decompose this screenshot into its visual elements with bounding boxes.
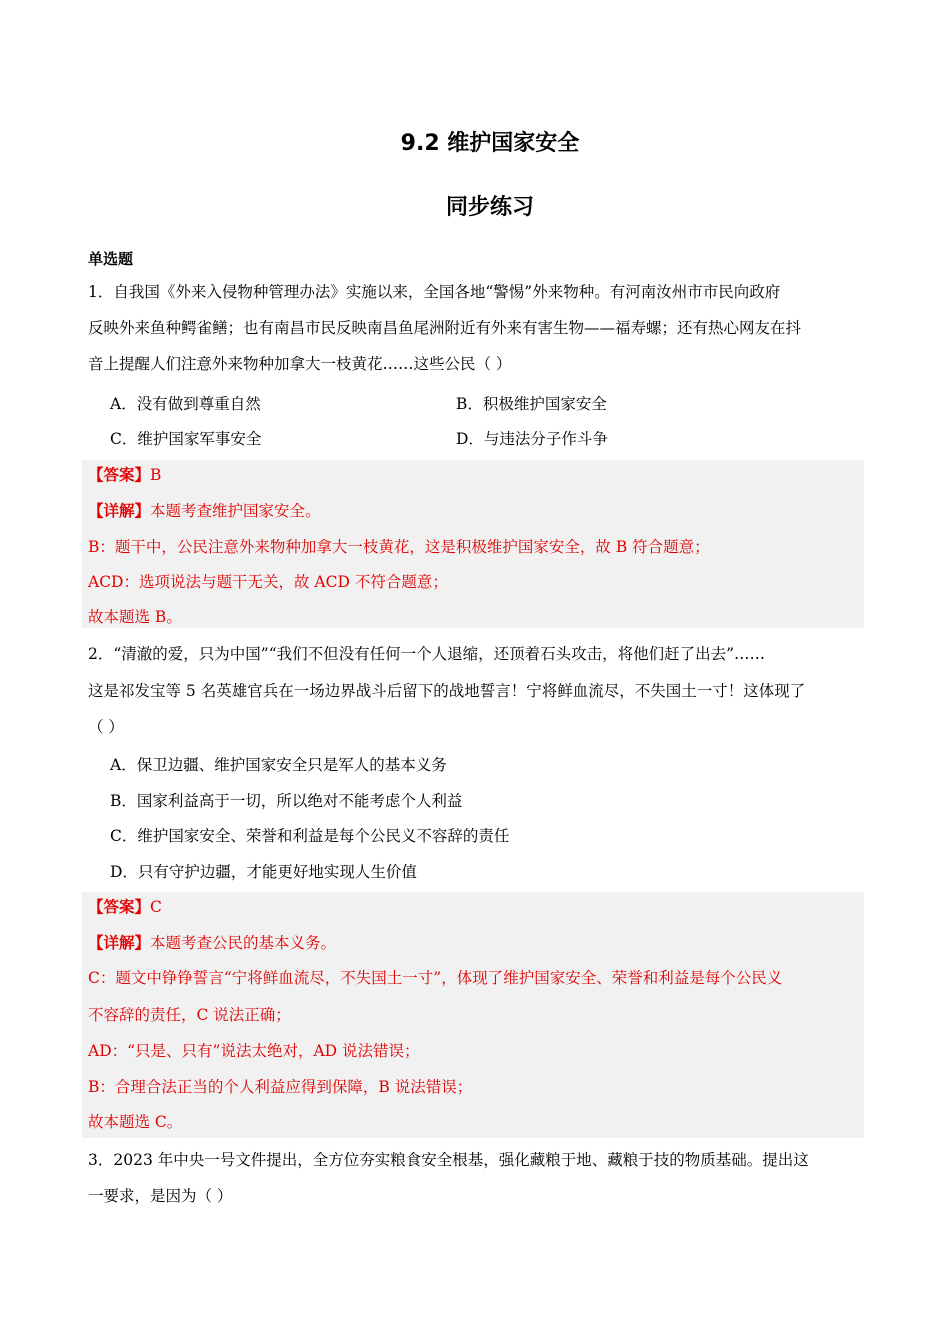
q2-detail-tag: 【详解】 [88, 933, 151, 952]
q1-detail-tag: 【详解】 [88, 501, 151, 520]
q1-detail-text: 本题考查维护国家安全。 [150, 502, 321, 520]
document-title: 9.2 维护国家安全 [400, 131, 580, 156]
q2-explain-line-4: B：合理合法正当的个人利益应得到保障，B 说法错误； [88, 1078, 473, 1096]
q3-stem-line-1: 3．2023 年中央一号文件提出，全方位夯实粮食安全根基，强化藏粮于地、藏粮于技的物质基础。提出这 [88, 1151, 809, 1169]
q2-option-d: D．只有守护边疆，才能更好地实现人生价值 [110, 863, 417, 881]
q1-option-a: A．没有做到尊重自然 [110, 395, 261, 413]
q2-stem-line-3: （ ） [88, 718, 124, 736]
q2-stem-line-1: 2．“清澈的爱，只为中国”“我们不但没有任何一个人退缩，还顶着石头攻击，将他们赶了出去”…… [88, 645, 766, 663]
section-heading: 单选题 [88, 250, 134, 268]
q1-explain-line-1: B：题干中，公民注意外来物种加拿大一枝黄花，这是积极维护国家安全，故 B 符合题意； [88, 538, 710, 556]
q2-option-a: A．保卫边疆、维护国家安全只是军人的基本义务 [110, 756, 447, 774]
q2-detail-text: 本题考查公民的基本义务。 [150, 934, 337, 952]
q1-explain-line-2: ACD：选项说法与题干无关，故 ACD 不符合题意； [88, 573, 448, 591]
q2-explain-line-2: 不容辞的责任，C 说法正确； [88, 1006, 291, 1024]
q2-explain-line-3: AD：“只是、只有”说法太绝对，AD 说法错误； [88, 1042, 420, 1060]
q1-stem-line-2: 反映外来鱼种鳄雀鳝；也有南昌市民反映南昌鱼尾洲附近有外来有害生物——福寿螺；还有热心网友在抖 [88, 319, 802, 337]
q2-answer-value: C [150, 898, 162, 916]
q1-answer [88, 465, 161, 485]
q2-explain-line-1: C：题文中铮铮誓言“宁将鲜血流尽，不失国土一寸”，体现了维护国家安全、荣誉和利益是每个公民义 [88, 969, 783, 987]
q1-option-b: B．积极维护国家安全 [456, 395, 607, 413]
q2-answer-tag: 【答案】 [88, 897, 151, 916]
q3-stem-line-2: 一要求，是因为（ ） [88, 1187, 233, 1205]
q1-stem-line-3: 音上提醒人们注意外来物种加拿大一枝黄花……这些公民（ ） [88, 355, 512, 373]
q1-stem-line-1: 1．自我国《外来入侵物种管理办法》实施以来，全国各地“警惕”外来物种。有河南汝州市市民向政府 [88, 283, 781, 301]
document-subtitle: 同步练习 [445, 195, 534, 220]
q1-detail [88, 501, 321, 521]
q2-detail [88, 933, 336, 953]
q2-stem-line-2: 这是祁发宝等 5 名英雄官兵在一场边界战斗后留下的战地誓言！宁将鲜血流尽，不失国土一寸！这体现了 [88, 682, 806, 700]
q2-option-c: C．维护国家安全、荣誉和利益是每个公民义不容辞的责任 [110, 827, 510, 845]
q1-answer-tag: 【答案】 [88, 465, 151, 484]
q2-answer [88, 897, 162, 917]
q1-option-d: D．与违法分子作斗争 [456, 430, 608, 448]
q1-option-c: C．维护国家军事安全 [110, 430, 262, 448]
q2-option-b: B．国家利益高于一切，所以绝对不能考虑个人利益 [110, 792, 463, 810]
q1-answer-value: B [150, 466, 162, 484]
q2-explain-line-5: 故本题选 C。 [88, 1113, 183, 1131]
q1-explain-line-3: 故本题选 B。 [88, 608, 182, 626]
